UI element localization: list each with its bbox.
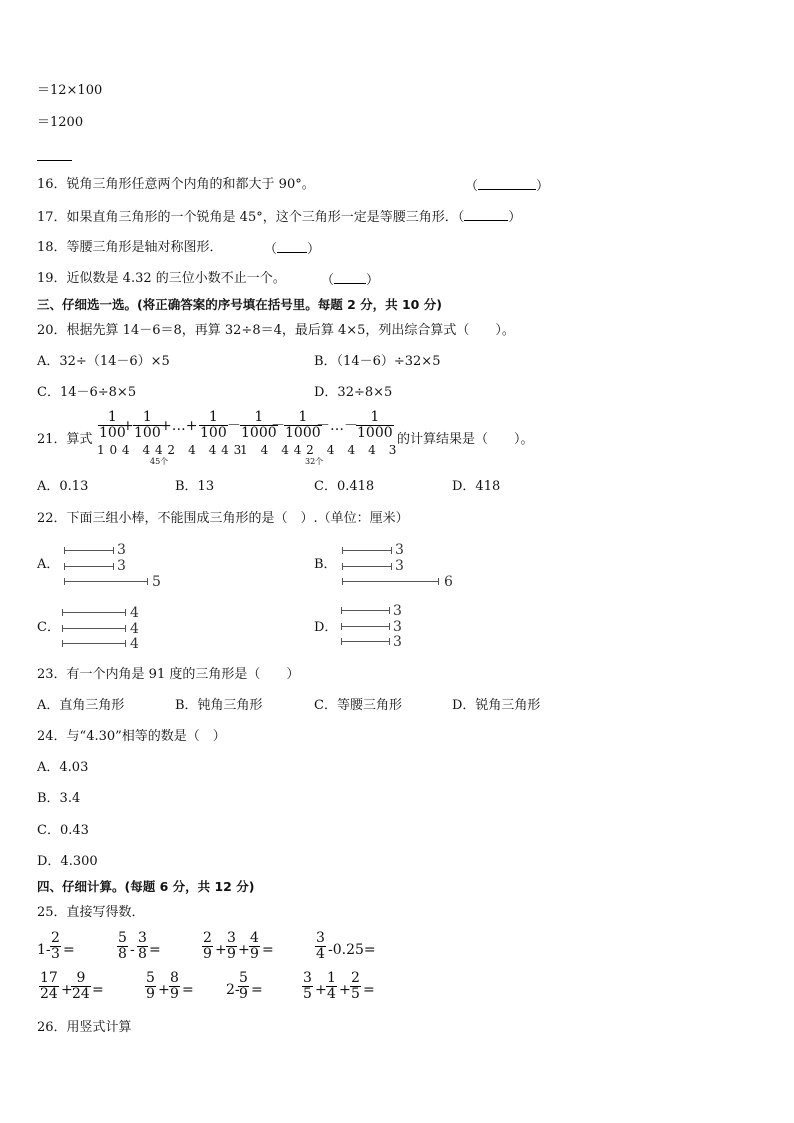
q16-answer[interactable]: （ ） — [465, 179, 550, 194]
q25-e5-fraction-2: 9 24 — [72, 970, 90, 1002]
q25-e3-fraction-1: 2 9 — [203, 930, 212, 962]
q25-e2-fraction-2: 3 8 — [138, 930, 147, 962]
q25-e8-op-1: + — [315, 982, 327, 998]
q21-dots-plus: +…+ — [160, 418, 198, 434]
q22-a-stick-3-length: 5 — [152, 574, 161, 590]
question-21-prefix: 21．算式 — [37, 432, 93, 447]
q25-e5-equals: = — [92, 982, 104, 998]
q21-fraction-4: 1 1000 — [241, 409, 277, 441]
q24-option-c[interactable]: C．0.43 — [37, 823, 89, 838]
q21-count-45: 45个 — [150, 457, 169, 466]
q20-option-c[interactable]: C．14－6÷8×5 — [37, 385, 137, 400]
prev-line-1: ＝12×100 — [37, 83, 103, 98]
answer-blank-line — [37, 160, 72, 161]
q25-e3-fraction-2: 3 9 — [227, 930, 236, 962]
q23-option-d[interactable]: D．锐角三角形 — [452, 698, 541, 713]
q25-e6-fraction-1: 5 9 — [146, 970, 155, 1002]
q22-d-stick-2 — [341, 626, 390, 627]
q25-e5-fraction-1: 17 24 — [40, 970, 58, 1002]
q20-option-b[interactable]: B．（14－6）÷32×5 — [314, 354, 441, 369]
q25-e7-fraction: 5 9 — [239, 970, 248, 1002]
q25-e6-equals: = — [182, 982, 194, 998]
q25-e7-pre: 2- — [226, 982, 240, 998]
q22-option-b-label[interactable]: B． — [314, 557, 337, 572]
q22-b-stick-1 — [342, 550, 392, 551]
q25-e8-op-2: + — [339, 982, 351, 998]
q25-e1-pre: 1- — [37, 942, 51, 958]
q22-b-stick-3-length: 6 — [444, 574, 453, 590]
q20-option-d[interactable]: D．32÷8×5 — [314, 385, 393, 400]
q25-e2-equals: = — [149, 942, 161, 958]
q22-option-c-label[interactable]: C． — [37, 620, 60, 635]
question-19: 19．近似数是 4.32 的三位小数不止一个。 — [37, 271, 286, 286]
q25-e4-rest: -0.25= — [328, 942, 376, 958]
q22-d-stick-3 — [341, 641, 390, 642]
q24-option-b[interactable]: B．3.4 — [37, 791, 81, 806]
section-3-title: 三、仔细选一选。(将正确答案的序号填在括号里。每题 2 分，共 10 分) — [37, 297, 442, 312]
q22-a-stick-1 — [64, 550, 114, 551]
q25-e4-fraction: 3 4 — [316, 930, 325, 962]
q20-option-a[interactable]: A．32÷（14－6）×5 — [37, 354, 170, 369]
q22-b-stick-3 — [342, 581, 439, 582]
q22-d-stick-1 — [341, 610, 390, 611]
q17-answer-blank[interactable] — [464, 208, 508, 221]
question-24: 24．与“4.30”相等的数是（ ） — [37, 729, 226, 744]
q21-option-c[interactable]: C．0.418 — [314, 479, 375, 494]
q25-e8-fraction-2: 1 4 — [327, 970, 336, 1002]
q25-e2-op: - — [130, 942, 135, 958]
q18-answer[interactable]: （ ） — [264, 242, 321, 257]
q23-option-c[interactable]: C．等腰三角形 — [314, 698, 402, 713]
q23-option-b[interactable]: B．钝角三角形 — [175, 698, 263, 713]
q21-fraction-5: 1 1000 — [285, 409, 321, 441]
section-4-title: 四、仔细计算。(每题 6 分，共 12 分) — [37, 879, 255, 894]
question-16: 16．锐角三角形任意两个内角的和都大于 90°。 — [37, 177, 315, 192]
q22-b-stick-1-length: 3 — [395, 542, 404, 558]
q25-e7-equals: = — [251, 982, 263, 998]
q21-option-a[interactable]: A．0.13 — [37, 479, 89, 494]
q25-e1-fraction: 2 3 — [51, 930, 60, 962]
q24-option-a[interactable]: A．4.03 — [37, 760, 89, 775]
q25-e5-op: + — [61, 982, 73, 998]
q21-denominator-row-2: 1 4 4 4 2 4 4 4 3 — [240, 443, 397, 457]
question-18: 18．等腰三角形是轴对称图形． — [37, 240, 223, 255]
q22-a-stick-2-length: 3 — [117, 558, 126, 574]
question-20: 20．根据先算 14－6＝8，再算 32÷8＝4，最后算 4×5，列出综合算式（ ）。 — [37, 323, 515, 338]
q21-minus-2: － — [271, 418, 285, 434]
q22-a-stick-3 — [64, 581, 148, 582]
q21-minus: － — [227, 418, 241, 434]
prev-line-2: ＝1200 — [37, 115, 84, 130]
q25-e1-equals: = — [63, 942, 75, 958]
q25-e3-op-2: + — [238, 942, 250, 958]
q21-dots-minus: －…－ — [316, 418, 358, 434]
q25-e2-fraction-1: 5 8 — [118, 930, 127, 962]
q25-e3-equals: = — [262, 942, 274, 958]
q21-plus: + — [122, 418, 134, 434]
q22-a-stick-2 — [64, 566, 114, 567]
question-17: 17．如果直角三角形的一个锐角是 45°，这个三角形一定是等腰三角形．（ ） — [37, 210, 522, 225]
q25-e8-equals: = — [363, 982, 375, 998]
q23-option-a[interactable]: A．直角三角形 — [37, 698, 125, 713]
q22-c-stick-3-length: 4 — [130, 636, 139, 652]
q25-e6-fraction-2: 8 9 — [170, 970, 179, 1002]
q21-fraction-1: 1 100 — [99, 409, 126, 441]
q22-c-stick-2 — [62, 628, 126, 629]
q19-answer[interactable]: （ ） — [321, 273, 380, 288]
q22-c-stick-2-length: 4 — [130, 621, 139, 637]
q25-e8-fraction-1: 3 5 — [303, 970, 312, 1002]
q25-e8-fraction-3: 2 5 — [351, 970, 360, 1002]
q25-e3-op-1: + — [215, 942, 227, 958]
q21-fraction-6: 1 1000 — [357, 409, 393, 441]
q22-option-d-label[interactable]: D． — [314, 620, 338, 635]
q22-option-a-label[interactable]: A． — [37, 557, 60, 572]
q22-a-stick-1-length: 3 — [117, 542, 126, 558]
q25-e6-op: + — [158, 982, 170, 998]
q22-d-stick-3-length: 3 — [393, 634, 402, 650]
q21-option-d[interactable]: D．418 — [452, 479, 501, 494]
q22-d-stick-2-length: 3 — [393, 619, 402, 635]
q21-option-b[interactable]: B．13 — [175, 479, 215, 494]
q22-c-stick-1 — [62, 612, 126, 613]
question-26: 26．用竖式计算 — [37, 1020, 132, 1035]
q25-e3-fraction-3: 4 9 — [250, 930, 259, 962]
q21-count-32: 32个 — [305, 457, 324, 466]
q21-denominator-row-1: 1 0 4 4 4 2 4 4 4 3 — [97, 443, 242, 457]
q24-option-d[interactable]: D．4.300 — [37, 854, 98, 869]
q21-fraction-2: 1 100 — [134, 409, 161, 441]
q22-c-stick-3 — [62, 643, 126, 644]
question-25: 25．直接写得数． — [37, 905, 145, 920]
question-23: 23．有一个内角是 91 度的三角形是（ ） — [37, 667, 300, 682]
q22-b-stick-2-length: 3 — [395, 558, 404, 574]
q22-b-stick-2 — [342, 566, 392, 567]
question-22: 22．下面三组小棒，不能围成三角形的是（ ）.（单位：厘米） — [37, 511, 409, 526]
q22-c-stick-1-length: 4 — [130, 605, 139, 621]
q21-fraction-3: 1 100 — [200, 409, 227, 441]
q22-d-stick-1-length: 3 — [393, 603, 402, 619]
question-21-suffix: 的计算结果是（ ）。 — [397, 432, 534, 447]
